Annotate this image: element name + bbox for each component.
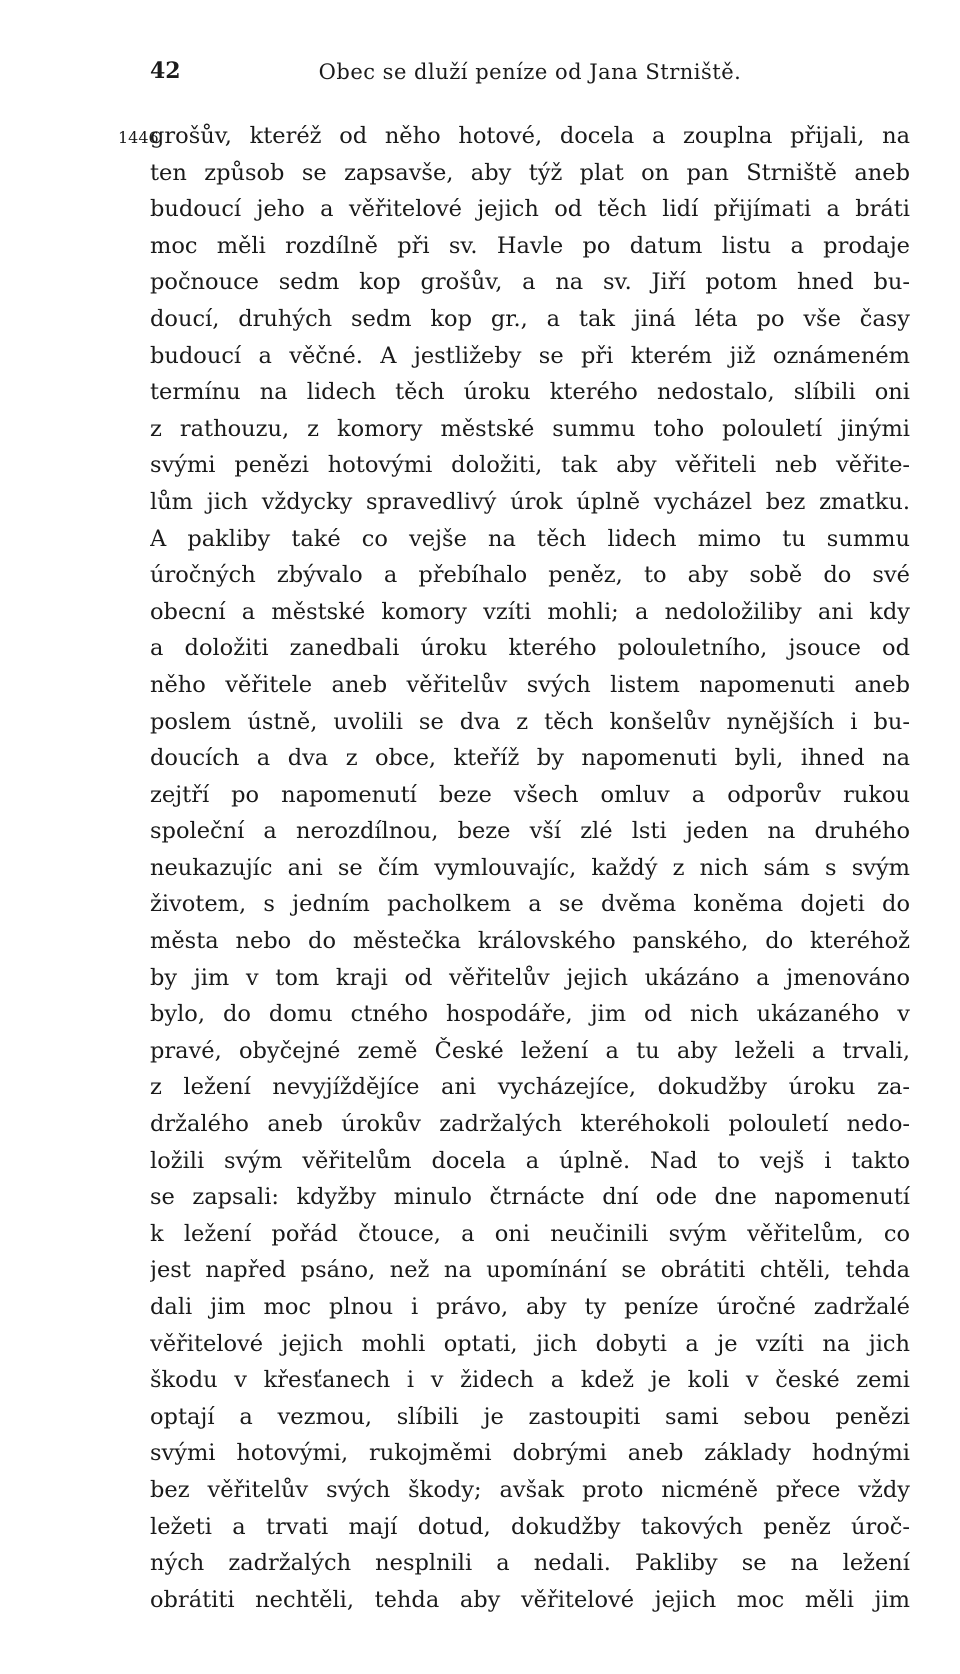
text-line: svými penězi hotovými doložiti, tak aby věřiteli neb věřite- — [150, 452, 910, 479]
text-line: společní a nerozdílnou, beze vší zlé lsti jeden na druhého — [150, 818, 910, 845]
text-line: dali jim moc plnou i právo, aby ty peníze úročné zadržalé — [150, 1294, 910, 1320]
text-line: poslem ústně, uvolili se dva z těch konšelův nynějších i bu- — [150, 708, 910, 735]
text-line: držalého aneb úrokův zadržalých kteréhokoli polouletí nedo- — [150, 1111, 910, 1138]
text-line: obecní a městské komory vzíti mohli; a nedoložiliby ani kdy — [150, 598, 910, 625]
text-line: grošův, kteréž od něho hotové, docela a zouplna přijali, na — [150, 123, 910, 149]
text-line: optají a vezmou, slíbili je zastoupiti sami sebou penězi — [150, 1403, 910, 1430]
running-title: Obec se dluží peníze od Jana Strniště. — [318, 60, 742, 84]
text-line: doucí, druhých sedm kop gr., a tak jiná léta po vše časy — [150, 305, 910, 332]
text-line: životem, s jedním pacholkem a se dvěma koněma dojeti do — [150, 891, 910, 918]
text-line: A pakliby také co vejše na těch lidech mimo tu summu — [150, 525, 910, 552]
text-line: obrátiti nechtěli, tehda aby věřitelové jejich moc měli jim — [150, 1586, 910, 1613]
text-line: a doložiti zanedbali úroku kterého polouletního, jsouce od — [150, 635, 910, 662]
margin-year: 1446 — [118, 128, 159, 147]
text-line: bylo, do domu ctného hospodáře, jim od nich ukázaného v — [150, 1001, 910, 1028]
text-line: ležeti a trvati mají dotud, dokudžby takových peněz úroč- — [150, 1513, 910, 1540]
page-number: 42 — [150, 58, 181, 84]
text-line: se zapsali: kdyžby minulo čtrnácte dní ode dne napomenutí — [150, 1184, 910, 1211]
body-text — [150, 118, 910, 1618]
text-line: města nebo do městečka královského panského, do kteréhož — [150, 928, 910, 955]
text-line: něho věřitele aneb věřitelův svých listem napomenuti aneb — [150, 671, 910, 698]
text-line: doucích a dva z obce, kteříž by napomenuti byli, ihned na — [150, 745, 910, 772]
text-line: moc měli rozdílně při sv. Havle po datum listu a prodaje — [150, 232, 910, 259]
text-line: lům jich vždycky spravedlivý úrok úplně vycházel bez zmatku. — [150, 488, 910, 515]
text-line: k ležení pořád čtouce, a oni neučinili svým věřitelům, co — [150, 1220, 910, 1247]
text-line: termínu na lidech těch úroku kterého nedostalo, slíbili oni — [150, 379, 910, 406]
text-line: ložili svým věřitelům docela a úplně. Nad to vejš i takto — [150, 1147, 910, 1174]
text-line: z rathouzu, z komory městské summu toho polouletí jinými — [150, 415, 910, 442]
running-header — [150, 58, 910, 90]
text-line: z ležení nevyjíždějíce ani vycházejíce, dokudžby úroku za- — [150, 1074, 910, 1101]
text-line: jest napřed psáno, než na upomínání se obrátiti chtěli, tehda — [150, 1257, 910, 1284]
text-line: budoucí a věčné. A jestližeby se při kterém již oznámeném — [150, 342, 910, 369]
text-line: svými hotovými, rukojměmi dobrými aneb základy hodnými — [150, 1440, 910, 1467]
text-line: ten způsob se zapsavše, aby týž plat on pan Strniště aneb — [150, 159, 910, 186]
text-line: počnouce sedm kop grošův, a na sv. Jiří potom hned bu- — [150, 269, 910, 296]
text-line: věřitelové jejich mohli optati, jich dobyti a je vzíti na jich — [150, 1330, 910, 1357]
text-line: bez věřitelův svých škody; avšak proto nicméně přece vždy — [150, 1476, 910, 1503]
text-line: by jim v tom kraji od věřitelův jejich ukázáno a jmenováno — [150, 964, 910, 991]
text-line: pravé, obyčejné země České ležení a tu aby leželi a trvali, — [150, 1037, 910, 1064]
text-line: úročných zbývalo a přebíhalo peněz, to aby sobě do své — [150, 562, 910, 589]
text-line: neukazujíc ani se čím vymlouvajíc, každý z nich sám s svým — [150, 854, 910, 881]
text-line: budoucí jeho a věřitelové jejich od těch lidí přijímati a bráti — [150, 196, 910, 223]
text-line: škodu v křesťanech i v židech a kdež je koli v české zemi — [150, 1367, 910, 1394]
text-line: ných zadržalých nesplnili a nedali. Pakliby se na ležení — [150, 1550, 910, 1577]
text-line: zejtří po napomenutí beze všech omluv a odporův rukou — [150, 781, 910, 808]
